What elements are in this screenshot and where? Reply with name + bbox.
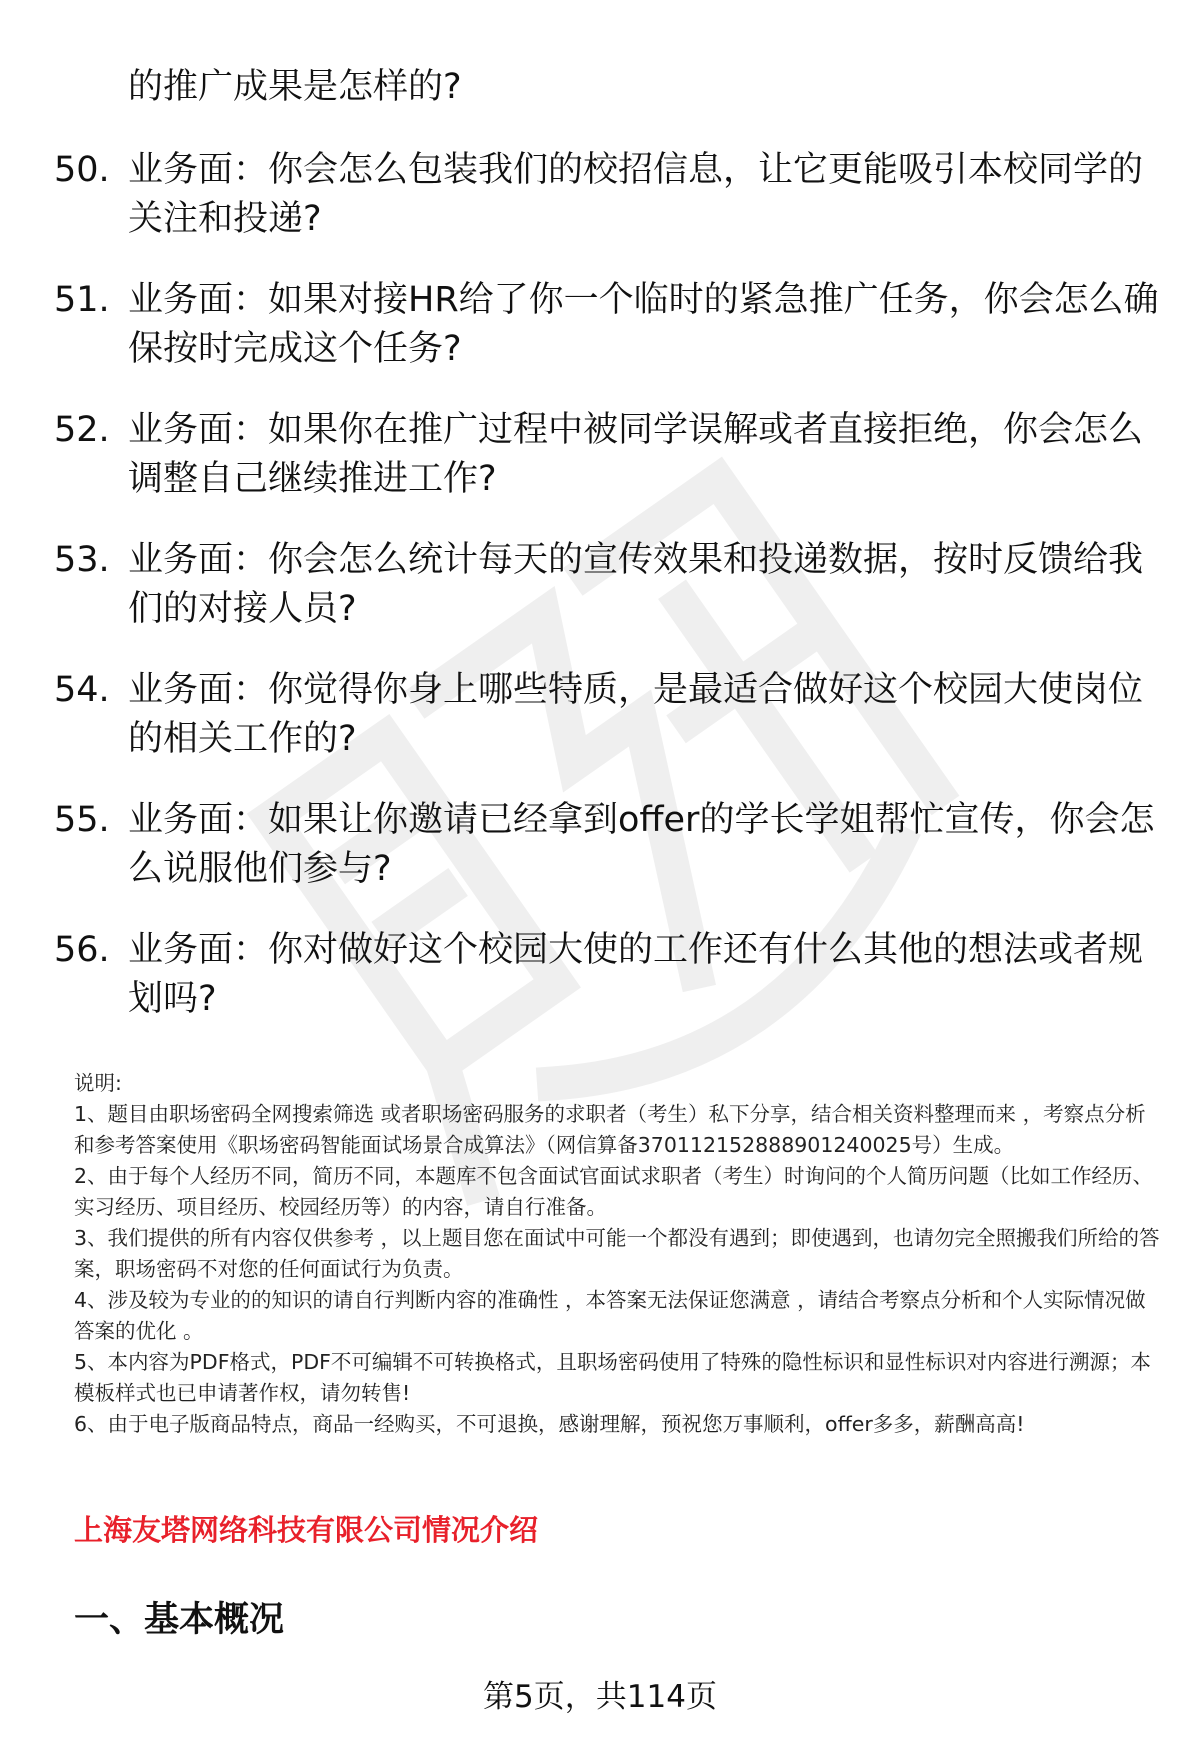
question-item [54,146,1164,244]
company-heading: 上海友塔网络科技有限公司情况介绍 [74,1513,539,1547]
question-number: 52. [54,410,110,450]
question-text: 业务面：你会怎么包装我们的校招信息，让它更能吸引本校同学的关注和投递? [128,150,1144,239]
note-item: 5、本内容为PDF格式，PDF不可编辑不可转换格式，且职场密码使用了特殊的隐性标识和显性标识对内容进行溯源；本模板样式也已申请著作权，请勿转售! [74,1350,1151,1405]
notes-title: 说明: [74,1071,122,1095]
question-number: 50. [54,150,110,190]
question-item [54,536,1164,634]
question-item [54,666,1164,764]
question-text: 业务面：你对做好这个校园大使的工作还有什么其他的想法或者规划吗? [128,930,1144,1019]
page-number: 第5页，共114页 [483,1679,717,1715]
section-heading: 一、基本概况 [74,1600,285,1640]
question-number: 54. [54,670,110,710]
question-item [54,926,1164,1024]
question-number: 55. [54,800,110,840]
question-item [54,796,1164,894]
note-item: 1、题目由职场密码全网搜索筛选 或者职场密码服务的求职者（考生）私下分享，结合相关资料整理而来 ，考察点分析和参考答案使用《职场密码智能面试场景合成算法》（网信算备370112152888901240025号）生成。 [74,1102,1146,1157]
note-item: 3、我们提供的所有内容仅供参考 ，以上题目您在面试中可能一个都没有遇到；即使遇到，也请勿完全照搬我们所给的答案，职场密码不对您的任何面试行为负责。 [74,1226,1160,1281]
note-item: 4、涉及较为专业的的知识的请自行判断内容的准确性 ，本答案无法保证您满意 ，请结合考察点分析和个人实际情况做答案的优化 。 [74,1288,1146,1343]
question-text: 业务面：如果你在推广过程中被同学误解或者直接拒绝，你会怎么调整自己继续推进工作? [128,410,1144,499]
question-text: 业务面：你觉得你身上哪些特质，是最适合做好这个校园大使岗位的相关工作的? [128,670,1144,759]
question-list [54,146,1164,1056]
notes-section [74,1068,1164,1440]
note-item: 2、由于每个人经历不同，简历不同，本题库不包含面试官面试求职者（考生）时询问的个人简历问题（比如工作经历、实习经历、项目经历、校园经历等）的内容，请自行准备。 [74,1164,1154,1219]
question-item [54,406,1164,504]
question-number: 56. [54,930,110,970]
question-text: 业务面：如果对接HR给了你一个临时的紧急推广任务，你会怎么确保按时完成这个任务? [128,280,1159,369]
note-item: 6、由于电子版商品特点，商品一经购买，不可退换，感谢理解，预祝您万事顺利，offer多多，薪酬高高! [74,1412,1025,1436]
question-text: 业务面：如果让你邀请已经拿到offer的学长学姐帮忙宣传，你会怎么说服他们参与? [128,800,1155,889]
question-text: 业务面：你会怎么统计每天的宣传效果和投递数据，按时反馈给我们的对接人员? [128,540,1144,629]
question-number: 51. [54,280,110,320]
question-item [54,276,1164,374]
question-number: 53. [54,540,110,580]
question-continuation: 的推广成果是怎样的? [128,67,462,107]
